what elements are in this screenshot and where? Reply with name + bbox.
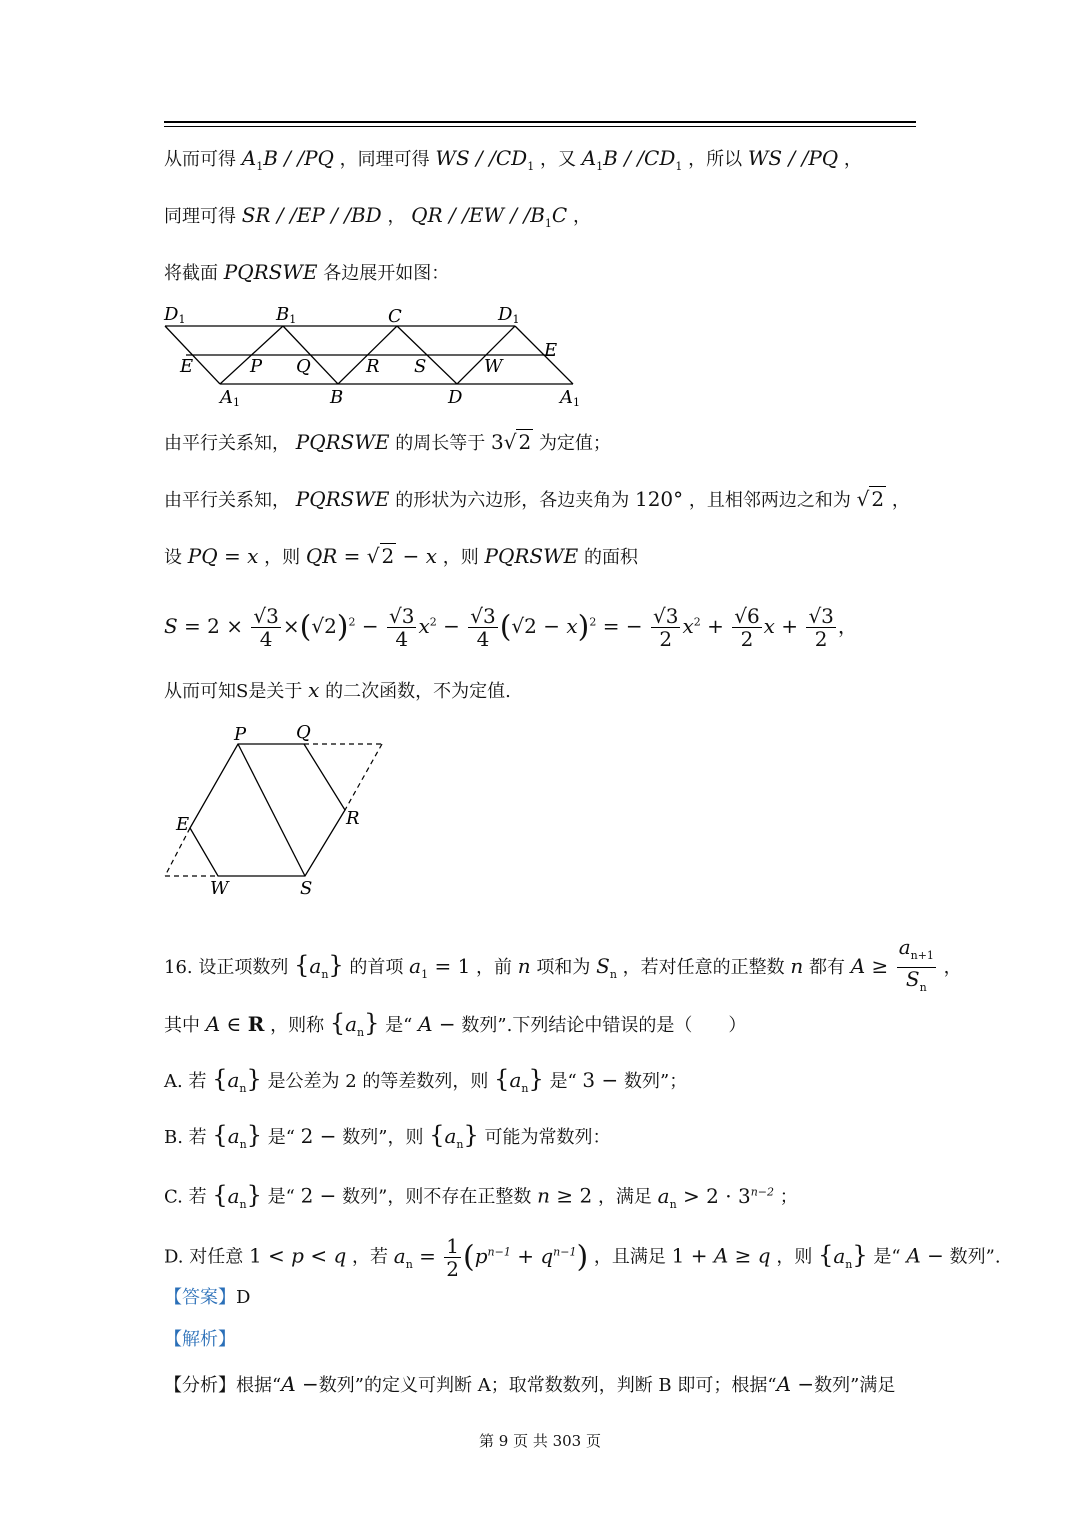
den: 4 [395,626,409,651]
m-sub: n [321,968,329,981]
label-q: Q [296,356,311,377]
num: √3 [470,603,496,628]
label-r: R [346,808,360,829]
label-e: E [180,356,194,377]
m: PQRSWE [223,260,318,284]
m: $a_1 = 1$ [409,954,471,981]
m: SR [241,203,271,227]
m: QR [305,544,338,568]
option-b [164,1123,611,1157]
t: 数列”. [949,1246,1001,1268]
m: A [281,1372,296,1396]
t: 数列”，则不存在正整数 [342,1186,532,1208]
m: n ≥ 2 [537,1183,593,1208]
m: 3 [490,430,504,454]
m-sub: 1 [544,217,552,230]
answer-tag: 【答案】 [164,1287,236,1308]
sqrt: √ 2 [503,430,532,454]
t: ， [572,206,591,227]
num: √6 [734,603,760,628]
option-c [164,1180,798,1217]
t: 是“ [873,1246,901,1268]
fenxi-line [164,1372,895,1398]
t: ，且相邻两边之和为 [688,490,851,511]
m: $\{a_n\}$ [494,1065,544,1095]
option-d [164,1228,1001,1289]
t: 项和为 [536,957,591,978]
frac [732,605,761,650]
t: ， [387,206,406,227]
m: PQ [187,544,218,568]
m: $\{a_n\}$ [294,951,344,981]
m: 2 − [300,1183,337,1208]
m-sub: n [609,968,617,981]
t: 是公差为 2 的等差数列，则 [267,1071,489,1092]
m: A [418,1012,433,1036]
m: B [530,203,545,227]
label-d1: D1 [164,304,186,326]
t: 由平行关系知， [164,433,290,454]
t: 从而可得 [164,149,236,170]
t: 数列”满足 [814,1375,896,1396]
m-a: A [581,146,597,170]
label-a1: A1 [220,387,240,409]
m: A [205,1012,221,1036]
m: A ∈ R [205,1012,265,1036]
question-16-line-2 [164,1011,746,1045]
label-w: W [484,356,503,377]
m: a [309,954,322,978]
t: 的面积 [584,547,639,568]
label-d1-right: D1 [498,304,520,326]
t: 的首项 [349,957,404,978]
m: A − [281,1372,319,1396]
frac [651,605,680,650]
m: A ≥ $\frac{a_{n+1}}{S_n}$ [851,954,938,978]
den: 2 [659,626,673,651]
t: ， [891,490,910,511]
m: 1 < p < q [248,1243,347,1268]
m: p [291,1243,304,1268]
m-cd: CD [495,146,528,170]
t: ，前 [476,957,513,978]
m: SR / /EP / /BD [241,203,382,227]
sqrt: √ 2 [366,544,395,568]
label-e: E [176,814,190,835]
t: A. 若 [164,1071,207,1092]
m: 2 [300,1124,314,1148]
text-line-5 [164,487,910,513]
m-sub: 1 [256,160,264,173]
frac [251,605,280,650]
label-q: Q [296,722,311,743]
m: $\{a_n\}$ [429,1121,479,1151]
t: ； [779,1186,798,1208]
m: $\{a_n\}$ [212,1180,262,1211]
m: BD [350,203,382,227]
t: ，则 [776,1246,813,1268]
m: x [425,544,438,568]
t: 其中 [164,1015,200,1036]
den: 2 [814,626,828,651]
analysis-tag: 【解析】 [164,1329,236,1350]
m: A [850,954,866,978]
frac [806,605,835,650]
m: 2 [381,544,395,568]
t: ， [943,957,962,978]
label-b1: B1 [276,304,297,326]
label-r: R [366,356,380,377]
m: 120° [634,487,684,511]
m: WS / $/CD_1$ [435,146,535,173]
m-pq: PQ [304,146,334,170]
t: 可能为常数列： [484,1127,611,1148]
analysis-line [164,1328,236,1352]
t: C. 若 [164,1186,207,1208]
page-footer: 第 9 页 共 303 页 [478,1432,601,1450]
t: 的二次函数，不为定值. [325,681,511,702]
m-ws: WS [747,146,783,170]
num: √3 [652,603,679,628]
num: √3 [389,603,415,628]
m: R [247,1012,265,1036]
m-a: A [241,146,257,170]
t: 的形状为六边形，各边夹角为 [395,490,630,511]
t: ，则称 [270,1015,325,1036]
num: 1 [446,1233,459,1258]
m: A [776,1372,792,1396]
answer-line [164,1286,250,1310]
m: A − [906,1243,944,1268]
m: EW [468,203,504,227]
m: A − [776,1372,815,1396]
den: 4 [476,626,490,651]
m: n [790,954,804,978]
t: D. 对任意 [164,1246,244,1268]
t: 数列”.下列结论中错误的是（ ） [461,1015,747,1036]
den: 4 [259,626,273,651]
label-a1-right: A1 [560,387,580,409]
m: S [164,613,178,638]
den: 2 [740,626,754,651]
t: 是“ [385,1015,413,1036]
t: ，若对任意的正整数 [622,957,785,978]
question-16-line-1 [164,936,962,1003]
m: WS / /PQ [747,146,839,170]
m: 3 − [582,1068,619,1092]
text-line-2 [164,203,591,236]
text-line-4 [164,430,611,456]
m: 2 [300,1183,314,1208]
t: 数列”的定义可判断 A；取常数数列，判断 B 即可；根据“ [318,1375,777,1396]
label-c: C [388,306,402,327]
formula: S = 2 × $\frac{√3}{4}$ $\times(√2)^2$ − $\frac{√3}{4}$ $x^2$ − $\frac{√3}{4}$ $(√2 - x)^2$ = − $\frac{√3}{2}$ $x^2$ + $\frac{√6}{2}$ x + $\frac{√3}{2}$ ， [164,603,858,651]
den: 2 [446,1256,459,1281]
m: $a_n$ = $\frac{1}{2}$ $(p^{n-1} + q^{n-1})$ [393,1233,589,1281]
m: PQ = x [187,544,259,568]
t: ，同理可得 [339,149,430,170]
answer-value: D [236,1287,251,1308]
m: $\{a_n\}$ [329,1009,380,1039]
m: $A_1B / /CD_1$ [581,146,683,173]
den: $S_n$ [905,967,927,994]
label-b: B [330,387,344,408]
t: 由平行关系知， [164,490,290,511]
label-p: P [234,724,247,745]
m: $A_1B / /PQ$ [241,146,334,173]
frac [897,936,936,999]
num: √3 [253,603,279,628]
m: 1 + A ≥ q [671,1243,771,1268]
t: 根据“ [236,1375,282,1396]
m: q [333,1243,347,1268]
m: PQRSWE [295,487,390,511]
frac [387,605,416,650]
header-rule-thick [164,121,916,123]
m: QR [411,203,443,227]
t: 各边展开如图： [323,263,450,284]
sqrt: √ 2 [856,487,885,511]
m: S [596,954,610,978]
t: 是“ [549,1071,577,1092]
text-line-1 [164,146,862,179]
m-cd: CD [644,146,676,170]
t: 同理可得 [164,206,236,227]
m: a [409,954,422,978]
frac [444,1235,461,1280]
m: $\{a_n\}$ [818,1240,868,1271]
t: 数列”； [624,1071,688,1092]
m: 2 − [300,1124,337,1148]
m: q [757,1243,771,1268]
t: ，满足 [597,1186,652,1208]
m-pq: PQ [808,146,839,170]
num: $a_{n+1}$ [897,936,936,968]
area-formula [164,598,858,652]
header-rule-thin [164,126,916,127]
t: 为定值； [538,433,611,454]
m [491,430,533,454]
m [596,954,617,981]
label-d: D [448,387,463,408]
text-line-3 [164,260,449,286]
label-e-right: E [544,340,558,361]
t: ，则 [442,547,479,568]
hexagon-figure [160,718,390,898]
m: PQRSWE [295,430,390,454]
m: $\{a_n\}$ [212,1065,262,1095]
t: 从而可知S是关于 [164,681,303,702]
m-sub: 1 [675,160,683,173]
t: B. 若 [164,1127,207,1148]
m-ws: WS [435,146,470,170]
m: EP [296,203,325,227]
t: 的周长等于 [395,433,486,454]
num: √3 [808,603,834,628]
text-line-8 [164,678,511,704]
m: QR = √ 2 − x [305,544,438,568]
m: x [247,544,259,568]
t: 16. 设正项数列 [164,957,289,978]
unfolded-figure [160,300,590,410]
m: QR / $/EW / /B_1C$ [411,203,568,230]
m: A [713,1243,729,1268]
fenxi-tag: 【分析】 [164,1375,236,1396]
m-sub: 1 [527,160,535,173]
option-a [164,1067,687,1101]
t: 设 [164,547,182,568]
t: 数列”，则 [342,1127,424,1148]
label-s: S [414,356,427,377]
t: 将截面 [164,263,218,284]
t: ， [843,149,862,170]
t: ，则 [264,547,301,568]
t: 是“ [267,1127,295,1148]
m: A − [418,1012,456,1036]
t: ，所以 [688,149,743,170]
m: 2 [518,430,532,454]
m-sub: 1 [421,968,429,981]
m: x [308,678,320,702]
t: 是“ [267,1186,295,1208]
m: 3 [582,1068,596,1092]
t: ，又 [539,149,576,170]
t: ，若 [352,1246,389,1268]
text-line-6 [164,544,638,570]
m: $\{a_n\}$ [212,1121,262,1151]
m: PQRSWE [484,544,579,568]
label-w: W [210,878,229,898]
t: ，且满足 [593,1246,666,1268]
m: A [906,1243,921,1268]
m: n [517,954,531,978]
t: 都有 [809,957,846,978]
m-sub: 1 [596,160,604,173]
frac [468,605,497,650]
m: 2 [871,487,885,511]
label-p: P [250,356,263,377]
label-s: S [300,878,313,898]
m: $a_n > 2 \cdot 3^{n-2}$ [657,1183,775,1211]
